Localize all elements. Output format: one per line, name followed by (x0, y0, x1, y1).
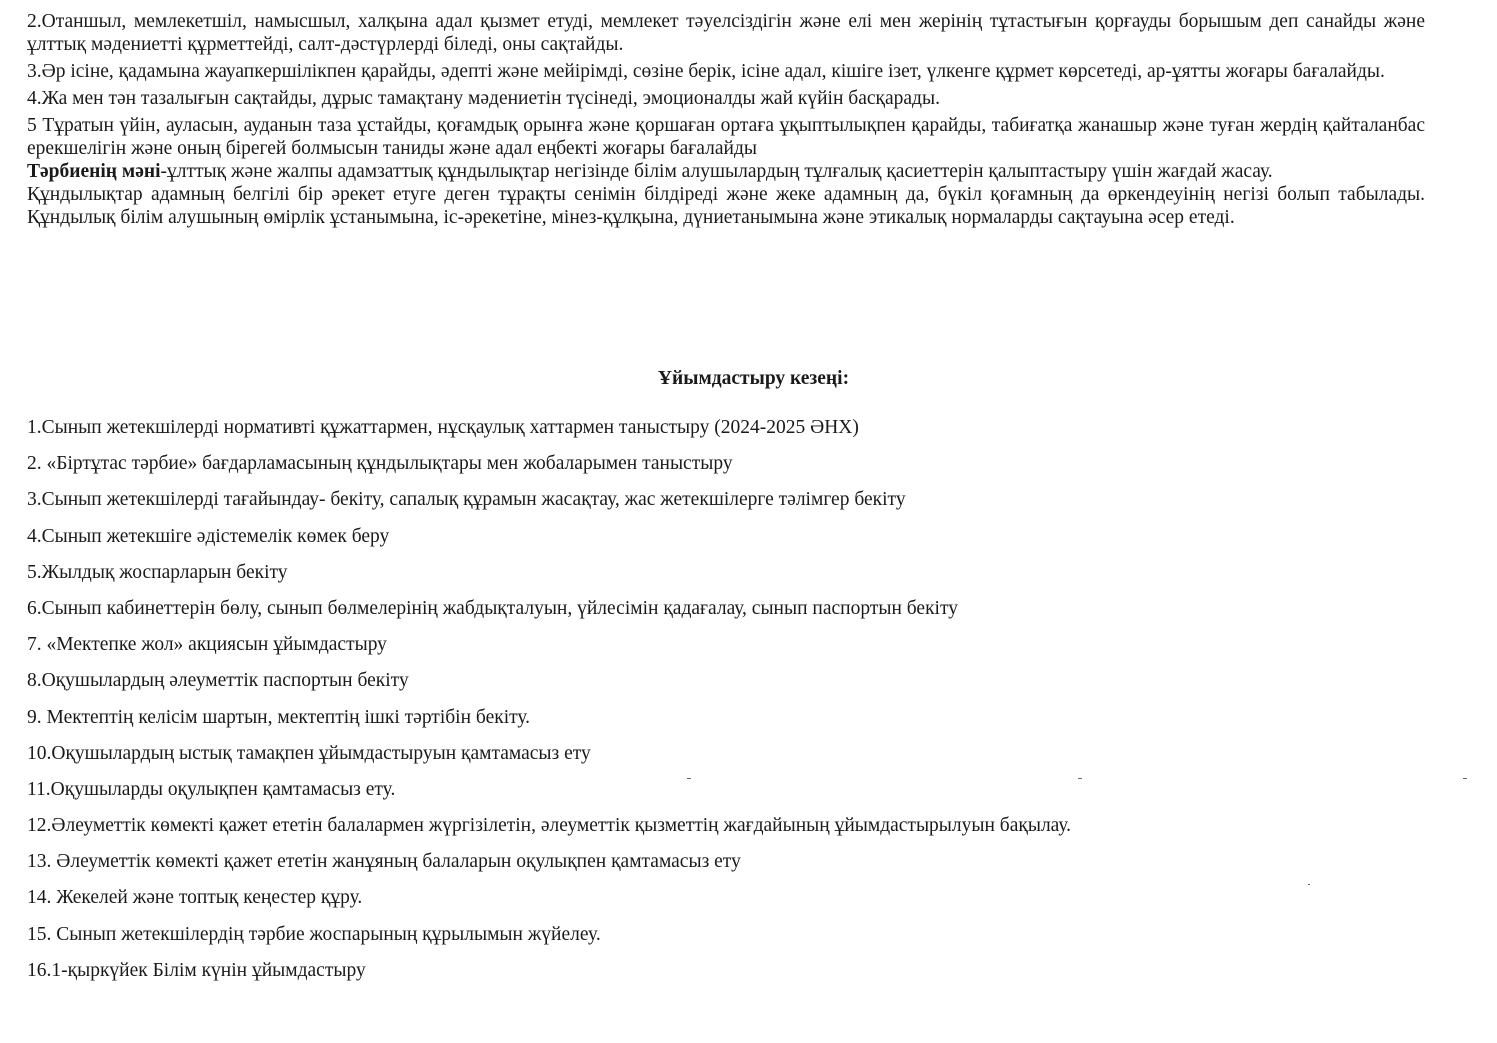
list-item: 10.Оқушылардың ыстық тамақпен ұйымдастыруын қамтамасыз ету (27, 742, 591, 764)
definition-text: -ұлттық және жалпы адамзаттық құндылықтар негізінде білім алушылардың тұлғалық қасиеттерін қалыптастыру үшін жағдай жасау. (160, 161, 1273, 182)
list-item: 7. «Мектепке жол» акциясын ұйымдастыру (27, 634, 387, 656)
list-item: 12.Әлеуметтік көмекті қажет ететін балалармен жүргізілетін, әлеуметтік қызметтің жағдайының ұйымдастырылуын бақылау. (27, 815, 1072, 837)
organization-steps-list (27, 416, 1447, 995)
list-item: 13. Әлеуметтік көмекті қажет ететін жанұяның балаларын оқулықпен қамтамасыз ету (27, 851, 741, 873)
list-item: 14. Жекелей және топтық кеңестер құру. (27, 887, 363, 909)
list-item: 8.Оқушылардың әлеуметтік паспортын бекіту (27, 670, 409, 692)
list-item: 6.Сынып кабинеттерін бөлу, сынып бөлмелерінің жабдықталуын, үйлесімін қадағалау, сынып паспортын бекіту (27, 597, 958, 619)
section-title: Ұйымдастыру кезеңі: (657, 368, 850, 389)
list-item: 4.Сынып жетекшіге әдістемелік көмек беру (27, 525, 390, 547)
intro-paragraph-2: 2.Отаншыл, мемлекетшіл, намысшыл, халқына адал қызмет етуді, мемлекет тәуелсіздігін және елі мен жерінің тұтастығын қорғауды борышым деп санайды және ұлттық мәдениетті құрметтейді, салт-дәстүрлерді біледі, оны сақтайды. (27, 11, 1425, 55)
values-paragraph: Құндылықтар адамның белгілі бір әрекет етуге деген тұрақты сенімін білдіреді және жеке адамның да, бүкіл қоғамның да өркендеуінің негізі болып табылады. Құндылық білім алушының өмірлік ұстанымына, іс-әрекетіне, мінез-құлқына, дүниетанымына және этикалық нормаларды сақтауына әсер етеді. (27, 184, 1425, 228)
list-item: 2. «Біртұтас тәрбие» бағдарламасының құндылықтары мен жобаларымен таныстыру (27, 453, 733, 475)
scan-speck (1463, 778, 1467, 779)
intro-paragraph-4: 4.Жа мен тән тазалығын сақтайды, дұрыс тамақтану мәдениетін түсінеді, эмоционалды жай күйін басқарады. (27, 88, 940, 109)
intro-paragraph-3: 3.Әр ісіне, қадамына жауапкершілікпен қарайды, әдепті және мейірімді, сөзіне берік, ісіне адал, кішіге ізет, үлкенге құрмет көрсетеді, ар-ұятты жоғары бағалайды. (27, 61, 1385, 82)
definition-term: Тәрбиенің мәні (27, 161, 161, 182)
intro-block (27, 10, 1425, 229)
list-item: 3.Сынып жетекшілерді тағайындау- бекіту, сапалық құрамын жасақтау, жас жетекшілерге тәлімгер бекіту (27, 489, 906, 511)
list-item: 16.1-қыркүйек Білім күнін ұйымдастыру (27, 959, 366, 981)
definition-paragraph (27, 160, 1425, 183)
list-item: 11.Оқушыларды оқулықпен қамтамасыз ету. (27, 778, 396, 800)
intro-paragraph-5: 5 Тұратын үйін, ауласын, ауданын таза ұстайды, қоғамдық орынға және қоршаған ортаға ұқыптылықпен қарайды, табиғатқа жанашыр және туған жердің қайталанбас ерекшелігін және оның бірегей болмысын таниды және адал еңбекті жоғары бағалайды (27, 115, 1425, 159)
scan-speck (1078, 778, 1082, 779)
list-item: 15. Сынып жетекшілердің тәрбие жоспарының құрылымын жүйелеу. (27, 923, 601, 945)
list-item: 5.Жылдық жоспарларын бекіту (27, 561, 288, 583)
list-item: 1.Сынып жетекшілерді нормативті құжаттармен, нұсқаулық хаттармен таныстыру (2024-2025 ӘНХ) (27, 417, 859, 438)
scan-speck (1308, 884, 1310, 885)
list-item: 9. Мектептің келісім шартын, мектептің ішкі тәртібін бекіту. (27, 706, 531, 728)
scan-speck (687, 778, 691, 779)
